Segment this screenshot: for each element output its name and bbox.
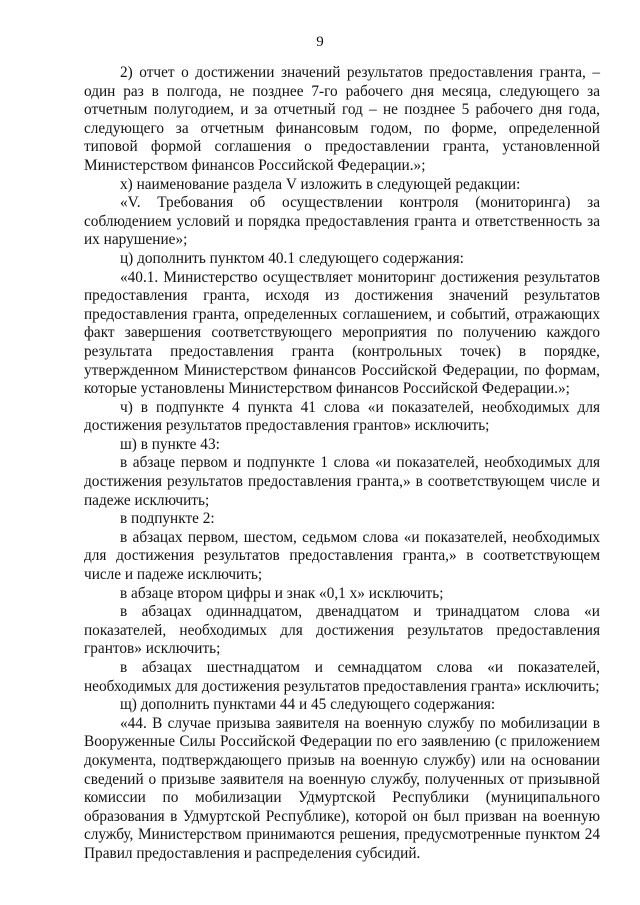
paragraph-section-v-title: «V. Требования об осуществлении контроля (мониторинга) за соблюдением условий и порядка предоставления гранта и ответственность за их нарушение»; [84,194,600,249]
paragraph-abzats-16-17: в абзацах шестнадцатом и семнадцатом слова «и показателей, необходимых для достижения результатов предоставления гранта» исключить; [84,659,600,695]
paragraph-abzats-11-13: в абзацах одиннадцатом, двенадцатом и тринадцатом слова «и показателей, необходимых для достижения результатов предоставления грантов» исключить; [84,603,600,658]
paragraph-item-shch: щ) дополнить пунктами 44 и 45 следующего содержания: [120,696,496,714]
paragraph-item-ts: ц) дополнить пунктом 40.1 следующего содержания: [120,249,464,267]
paragraph-subitem-2: в подпункте 2: [120,510,215,528]
paragraph-item-ch: ч) в подпункте 4 пункта 41 слова «и показателей, необходимых для достижения результатов предоставления грантов» исключить; [84,398,600,435]
paragraph-abzats-first: в абзаце первом и подпункте 1 слова «и показателей, необходимых для достижения результатов предоставления гранта,» в соответствующем числе и падеже исключить; [84,454,600,509]
paragraph-clause-40-1: «40.1. Министерство осуществляет мониторинг достижения результатов предоставления гранта, исходя из достижения значений результатов предоставления гранта, определенных соглашением, и событий, отражающих факт завершения соответствующего мероприятия по получению каждого результата предоставления гранта (контрольных точек) в порядке, утвержденном Министерством финансов Российской Федерации, по формам, которые установлены Министерством финансов Российской Федерации.»; [84,268,600,398]
paragraph-report-item-2: 2) отчет о достижении значений результатов предоставления гранта, – один раз в полгода, не позднее 7-го рабочего дня месяца, следующего за отчетным полугодием, и за отчетный год – не позднее 5 рабочего дня года, следующего за отчетным финансовым годом, по форме, определенной типовой формой соглашения о предоставлении гранта, установленной Министерством финансов Российской Федерации.»; [84,64,600,174]
paragraph-abzats-1-6-7: в абзацах первом, шестом, седьмом слова «и показателей, необходимых для достижения результатов предоставления гранта,» в соответствующем числе и падеже исключить; [84,528,600,584]
paragraph-clause-44: «44. В случае призыва заявителя на военную службу по мобилизации в Вооруженные Силы Российской Федерации по его заявлению (с приложением документа, подтверждающего призыв на военную службу) или на основании сведений о призыве заявителя на военную службу, полученных от призывной комиссии по мобилизации Удмуртской Республики (муниципального образования в Удмуртской Республике), которой он был призван на военную службу, Министерством принимаются решения, предусмотренные пунктом 24 Правил предоставления и распределения субсидий. [84,714,600,862]
paragraph-item-sh: ш) в пункте 43: [120,435,220,453]
paragraph-item-kh: х) наименование раздела V изложить в следующей редакции: [120,175,521,193]
document-body [84,64,600,864]
paragraph-abzats-second: в абзаце втором цифры и знак «0,1 х» исключить; [120,584,444,602]
page-number: 9 [316,34,324,50]
